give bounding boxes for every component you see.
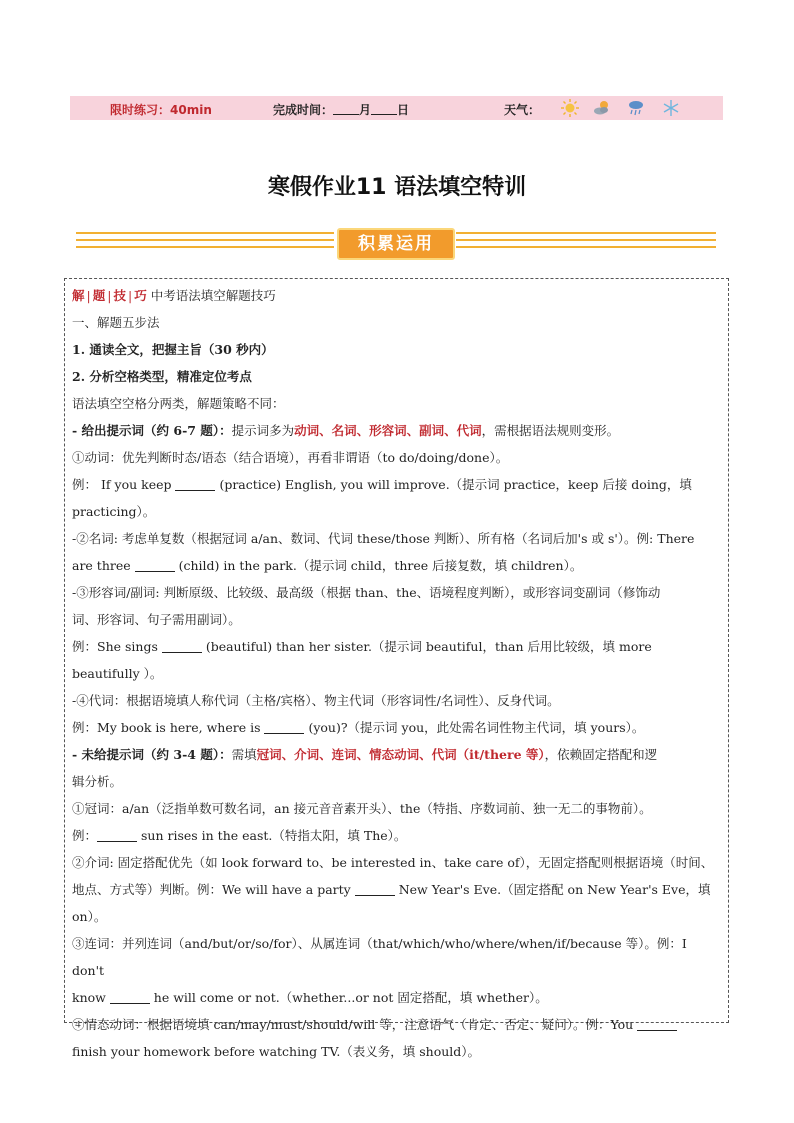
nongiven-text-end: ，依赖固定搭配和逻 <box>544 747 658 762</box>
day-label: 日 <box>397 103 410 117</box>
adj-rule-cont: 词、形容词、句子需用副词）。 <box>72 612 241 627</box>
modal-rule <box>72 1011 722 1038</box>
section-badge: 积累运用 <box>337 228 455 260</box>
step-title: 一、解题五步法 <box>72 315 160 330</box>
given-text: 提示词多为 <box>231 423 295 438</box>
conj-example <box>72 984 722 1011</box>
time-limit: 限时练习：40min <box>110 103 212 117</box>
example-text: (practice) English, you will improve.（提示词 practice，keep 后接 doing，填 <box>215 477 692 492</box>
nongiven-text: 需填 <box>231 747 257 762</box>
example-text: 例：She sings <box>72 639 162 654</box>
verb-example <box>72 471 722 498</box>
tips-heading <box>72 282 722 309</box>
example-text: 地点、方式等）判断。例：We will have a party <box>72 882 355 897</box>
nongiven-cont: 辑分析。 <box>72 774 123 789</box>
snowflake-icon[interactable] <box>661 98 681 118</box>
modal-example-end: finish your homework before watching TV.（表义务，填 should）。 <box>72 1044 481 1059</box>
rain-storm-icon[interactable] <box>626 98 646 118</box>
example-text: sun rises in the east.（特指太阳，填 The）。 <box>137 828 407 843</box>
example-text: 例： <box>72 828 98 843</box>
article-example <box>72 822 722 849</box>
header-band <box>70 96 723 120</box>
nongiven-types: 冠词、介词、连词、情态动词、代词（it/there 等） <box>256 747 545 762</box>
example-text: (you)?（提示词 you，此处需名词性物主代词，填 yours）。 <box>304 720 645 735</box>
example-text: ④情态动词：根据语境填 can/may/must/should/will 等，注意语气（肯定、否定、疑问）。例：You <box>72 1017 638 1032</box>
example-text: (beautiful) than her sister.（提示词 beautiful，than 后用比较级，填 more beautifully ）。 <box>72 639 652 681</box>
tip-char-2: 题 <box>92 288 106 303</box>
tip-sep: | <box>107 288 112 303</box>
adj-example <box>72 633 722 687</box>
prep-example <box>72 876 722 903</box>
noun-example <box>72 552 722 579</box>
step-1: 1. 通读全文，把握主旨（30 秒内） <box>72 342 274 357</box>
nongiven-hint-line <box>72 741 722 768</box>
noun-rule: -②名词: 考虑单复数（根据冠词 a/an、数词、代词 these/those 判断）、所有格（名词后加's 或 s'）。例: There <box>72 531 695 546</box>
decor-lines-right <box>456 232 716 256</box>
answer-blank[interactable] <box>110 991 150 1004</box>
answer-blank[interactable] <box>355 883 395 896</box>
example-text: (child) in the park.（提示词 child，three 后接复数，填 children）。 <box>174 558 583 573</box>
example-text: are three <box>72 558 135 573</box>
example-text: 例：My book is here, where is <box>72 720 265 735</box>
example-text: know <box>72 990 110 1005</box>
given-hint-line <box>72 417 722 444</box>
article-rule: ①冠词：a/an（泛指单数可数名词，an 接元音音素开头）、the（特指、序数词前、独一无二的事物前）。 <box>72 801 652 816</box>
example-text: 例： If you keep <box>72 477 176 492</box>
nongiven-label: - 未给提示词（约 3-4 题）： <box>72 747 232 762</box>
finish-time <box>273 101 409 118</box>
answer-blank[interactable] <box>175 478 215 491</box>
example-text: New Year's Eve.（固定搭配 on New Year's Eve，填 <box>394 882 711 897</box>
decor-lines-left <box>76 232 334 256</box>
prep-example-end: on）。 <box>72 909 107 924</box>
step-2: 2. 分析空格类型，精准定位考点 <box>72 369 252 384</box>
verb-example-end: practicing）。 <box>72 504 156 519</box>
sun-icon[interactable] <box>560 98 580 118</box>
answer-blank[interactable] <box>162 640 202 653</box>
answer-blank[interactable] <box>637 1018 677 1031</box>
given-text-end: ，需根据语法规则变形。 <box>481 423 620 438</box>
pron-example <box>72 714 722 741</box>
verb-rule: ①动词：优先判断时态/语态（结合语境），再看非谓语（to do/doing/done）。 <box>72 450 509 465</box>
adj-rule: -③形容词/副词: 判断原级、比较级、最高级（根据 than、the、语境程度判断），或形容词变副词（修饰动 <box>72 585 661 600</box>
month-label: 月 <box>359 103 372 117</box>
tips-content <box>72 282 722 1065</box>
tips-heading-text: 中考语法填空解题技巧 <box>150 288 276 303</box>
pron-rule: -④代词：根据语境填人称代词（主格/宾格）、物主代词（形容词性/名词性）、反身代词。 <box>72 693 560 708</box>
page-title: 寒假作业11 语法填空特训 <box>267 175 527 200</box>
tip-char-1: 解 <box>72 288 85 303</box>
prep-rule: ②介词: 固定搭配优先（如 look forward to、be interested in、take care of），无固定搭配则根据语境（时间、 <box>72 855 714 870</box>
given-types: 动词、名词、形容词、副词、代词 <box>294 423 482 438</box>
partly-cloudy-icon[interactable] <box>592 98 612 118</box>
tip-sep: | <box>127 288 133 303</box>
intro-text: 语法填空空格分两类，解题策略不同： <box>72 396 285 411</box>
tip-char-3: 技 <box>113 288 126 303</box>
given-label: - 给出提示词（约 6-7 题）： <box>72 423 232 438</box>
day-blank[interactable] <box>371 103 397 115</box>
finish-time-label: 完成时间： <box>273 103 334 117</box>
month-blank[interactable] <box>333 103 359 115</box>
conj-rule: ③连词：并列连词（and/but/or/so/for）、从属连词（that/which/who/where/when/if/because 等）。例：I don't <box>72 936 687 978</box>
answer-blank[interactable] <box>97 829 137 842</box>
answer-blank[interactable] <box>264 721 304 734</box>
tip-sep: | <box>86 288 91 303</box>
weather-label: 天气： <box>504 103 541 117</box>
answer-blank[interactable] <box>135 559 175 572</box>
tip-char-4: 巧 <box>134 288 147 303</box>
example-text: he will come or not.（whether...or not 固定搭配，填 whether）。 <box>149 990 548 1005</box>
